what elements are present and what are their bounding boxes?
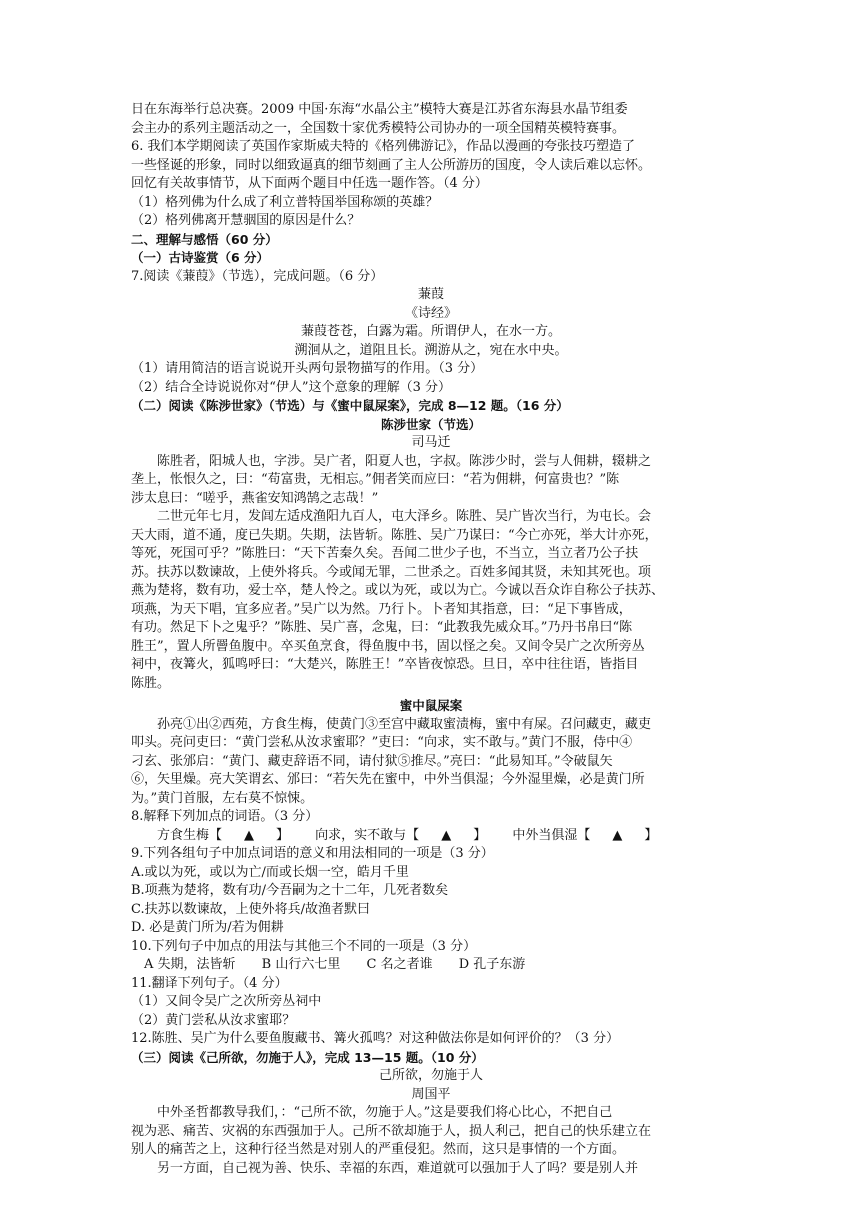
poem-line: 溯洄从之，道阻且长。溯游从之，宛在水中央。 xyxy=(294,342,568,358)
option-c: C.扶苏以数谏故，上使外将兵/故渔者默曰 xyxy=(131,901,370,917)
passage-line: 刁玄、张邠启：“黄门、藏吏辞语不同，请付狱⑤推尽。”亮曰：“此易知耳。”令破鼠矢 xyxy=(131,753,613,769)
question-10-options xyxy=(131,956,731,975)
passage-chen-para-2 xyxy=(131,508,731,693)
passage-line: 中外圣哲都教导我们，：“己所不欲，勿施于人。”这是要我们将心比心，不把自己 xyxy=(157,1105,613,1120)
question-7: 7.阅读《蒹葭》（节选），完成问题。（6 分） xyxy=(131,268,384,284)
passage-line: 天大雨，道不通，度已失期。失期，法皆斩。陈胜、吴广乃谋曰：“今亡亦死，举大计亦死， xyxy=(131,527,658,543)
poem-source: 《诗经》 xyxy=(404,305,457,321)
option-b: B 山行六七里 xyxy=(261,957,341,972)
passage-line: 视为恶、痛苦、灾祸的东西强加于人。己所不欲却施于人，损人利己，把自己的快乐建立在 xyxy=(131,1123,652,1139)
passage-line: 陈胜者，阳城人也，字涉。吴广者，阳夏人也，字叔。陈涉少时，尝与人佣耕，辍耕之 xyxy=(157,453,652,469)
question-6-line: 一些怪诞的形象，同时以细致逼真的细节刻画了主人公所游历的国度，令人读后难以忘怀。 xyxy=(131,157,652,173)
passage-title-ji: 己所欲，勿施于人 xyxy=(378,1068,483,1083)
section-2-heading: 二、理解与感悟（60 分） xyxy=(131,231,278,247)
passage-title-mi: 蜜中鼠屎案 xyxy=(399,698,463,713)
question-8-blanks: 方食生梅【 ▲ 】 向求，实不敢与【 ▲ 】 中外当俱湿【 ▲ 】 xyxy=(157,827,658,843)
answer-marker: ▲ xyxy=(244,827,255,843)
question-6: 6. 我们本学期阅读了英国作家斯威夫特的《格列佛游记》，作品以漫画的夸张技巧塑造了 xyxy=(131,139,636,154)
answer-marker: ▲ xyxy=(612,827,623,843)
passage-line: 有功。然足下卜之鬼乎？”陈胜、吴广喜，念鬼，曰：“此教我先威众耳。”乃丹书帛曰“陈 xyxy=(131,620,633,635)
passage-line: 叩头。亮问吏曰：“黄门尝私从汝求蜜耶？”吏曰：“向求，实不敢与。”黄门不服，侍中④ xyxy=(131,735,633,750)
question-8: 8.解释下列加点的词语。（3 分） xyxy=(131,809,319,824)
option-a: A.或以为死，或以为亡/而或长烟一空，皓月千里 xyxy=(131,864,409,880)
passage-line: 等死，死国可乎？”陈胜曰：“天下苦秦久矣。吾闻二世少子也，不当立，当立者乃公子扶 xyxy=(131,546,639,561)
passage-chen-para-1 xyxy=(131,453,731,509)
question-6-sub-2: （2）格列佛离开慧骃国的原因是什么？ xyxy=(131,213,361,228)
poem-line: 蒹葭苍苍，白露为霜。所谓伊人，在水一方。 xyxy=(300,324,561,339)
passage-line: 别人的痛苦之上，这种行径当然是对别人的严重侵犯。然而，这只是事情的一个方面。 xyxy=(131,1142,626,1157)
blank-prompt: 方食生梅【 xyxy=(157,827,223,843)
intro-line: 会主办的系列主题活动之一，全国数十家优秀模特公司协办的一项全国精英模特赛事。 xyxy=(131,120,626,136)
passage-mi-para-1 xyxy=(131,716,731,809)
passage-line: 垄上，怅恨久之，曰：“苟富贵，无相忘。”佣者笑而应曰：“若为佣耕，何富贵也？”陈 xyxy=(131,472,620,487)
question-10: 10.下列句子中加点的用法与其他三个不同的一项是（3 分） xyxy=(131,938,477,954)
passage-line: 孙亮①出②西苑，方食生梅，使黄门③至宫中藏取蜜渍梅，蜜中有屎。召问藏吏，藏吏 xyxy=(157,716,652,732)
option-d: D. 必是黄门所为/若为佣耕 xyxy=(131,920,284,935)
question-9: 9.下列各组句子中加点词语的意义和用法相同的一项是（3 分） xyxy=(131,846,494,861)
part-1-heading: （一）古诗鉴赏（6 分） xyxy=(131,250,270,265)
passage-ji-para-1 xyxy=(131,1104,731,1160)
passage-line: 项燕，为天下唱，宜多应者。”吴广以为然。乃行卜。卜者知其指意，曰：“足下事皆成， xyxy=(131,601,632,617)
poem-title: 蒹葭 xyxy=(417,287,444,302)
blank-prompt: 中外当俱湿【 xyxy=(512,827,591,843)
blank-prompt: 向求，实不敢与【 xyxy=(315,827,420,843)
passage-line: ⑥，矢里燥。亮大笑谓玄、邠曰：“若矢先在蜜中，中外当俱湿；今外湿里燥，必是黄门所 xyxy=(131,772,645,787)
question-11-sub-2: （2）黄门尝私从汝求蜜耶？ xyxy=(131,1012,296,1028)
passage-line: 苏。扶苏以数谏故，上使外将兵。今或闻无罪，二世杀之。百姓多闻其贤，未知其死也。项 xyxy=(131,564,652,580)
question-6-sub-1: （1）格列佛为什么成了利立普特国举国称颂的英雄？ xyxy=(131,194,439,210)
passage-ji-para-2 xyxy=(131,1160,731,1179)
question-11-sub-1: （1）又间令吴广之次所旁丛祠中 xyxy=(131,994,322,1009)
option-c: C 名之者谁 xyxy=(366,957,433,972)
passage-line: 胜王”，置人所罾鱼腹中。卒买鱼烹食，得鱼腹中书，固以怪之矣。又间令吴广之次所旁丛 xyxy=(131,638,645,654)
passage-line: 祠中，夜篝火，狐鸣呼曰：“大楚兴，陈胜王！”卒皆夜惊恐。旦日，卒中往往语，皆指目 xyxy=(131,657,639,672)
option-b: B.项燕为楚将，数有功/今吾嗣为之十二年，几死者数矣 xyxy=(131,883,449,898)
passage-line: 另一方面，自己视为善、快乐、幸福的东西，难道就可以强加于人了吗？要是别人并 xyxy=(157,1160,639,1176)
option-a: A 失期，法皆斩 xyxy=(144,957,236,972)
question-6-line: 回忆有关故事情节，从下面两个题目中任选一题作答。（4 分） xyxy=(131,176,488,191)
passage-author-ji: 周国平 xyxy=(411,1086,451,1102)
part-2-heading: （二）阅读《陈涉世家》（节选）与《蜜中鼠屎案》，完成 8—12 题。（16 分） xyxy=(131,398,569,413)
passage-line: 二世元年七月，发闾左适戍渔阳九百人，屯大泽乡。陈胜、吴广皆次当行，为屯长。会 xyxy=(157,509,652,524)
passage-line: 为。”黄门首服，左右莫不惊悚。 xyxy=(131,790,314,806)
intro-line: 日在东海举行总决赛。2009 中国·东海“水晶公主”模特大赛是江苏省东海县水晶节组委 xyxy=(131,102,628,117)
option-d: D 孔子东游 xyxy=(458,957,526,972)
exam-page xyxy=(131,101,731,1178)
part-3-heading: （三）阅读《己所欲，勿施于人》，完成 13—15 题。（10 分） xyxy=(131,1049,484,1065)
question-12: 12.陈胜、吴广为什么要鱼腹藏书、篝火孤鸣？对这种做法你是如何评价的？（3 分） xyxy=(131,1031,620,1046)
passage-title-chen: 陈涉世家（节选） xyxy=(380,416,481,432)
passage-line: 燕为楚将，数有功，爱士卒，楚人怜之。或以为死，或以为亡。今诚以吾众诈自称公子扶苏、 xyxy=(131,583,665,598)
passage-line: 涉太息曰：“嗟乎，燕雀安知鸿鹄之志哉！” xyxy=(131,490,379,506)
question-7-sub-1: （1）请用简洁的语言说说开头两句景物描写的作用。（3 分） xyxy=(131,361,484,376)
passage-author-chen: 司马迁 xyxy=(411,435,451,450)
question-7-sub-2: （2）结合全诗说说你对“伊人”这个意象的理解（3 分） xyxy=(131,379,451,395)
passage-line: 陈胜。 xyxy=(131,675,171,691)
answer-marker: ▲ xyxy=(441,827,452,843)
question-11: 11.翻译下列句子。（4 分） xyxy=(131,975,288,991)
